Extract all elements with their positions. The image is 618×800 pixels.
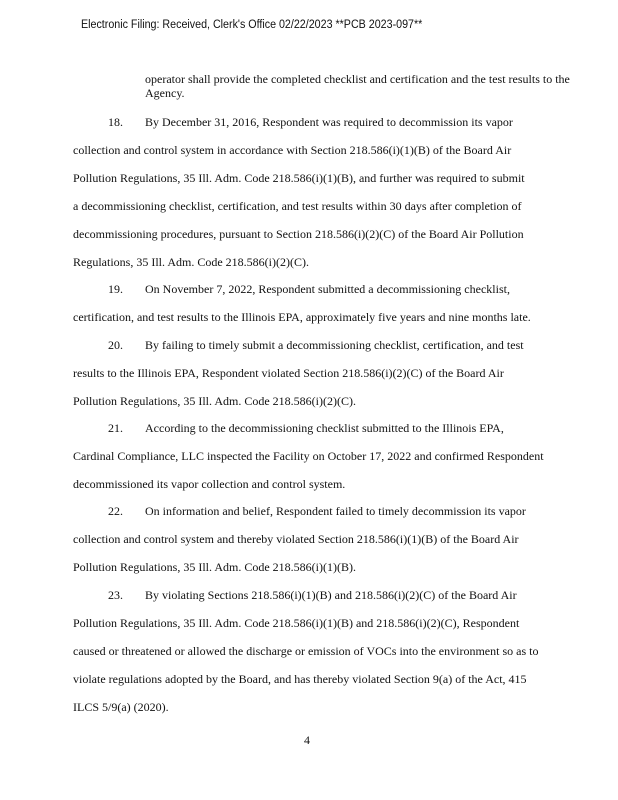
paragraph-line: Pollution Regulations, 35 Ill. Adm. Code 218.586(i)(1)(B), and further was required to submit <box>73 171 525 185</box>
paragraph-line: By failing to timely submit a decommissioning checklist, certification, and test <box>145 338 524 352</box>
paragraph-line: decommissioned its vapor collection and control system. <box>73 477 346 491</box>
paragraph-line: results to the Illinois EPA, Respondent violated Section 218.586(i)(2)(C) of the Board Air <box>73 366 504 380</box>
page-number: 4 <box>304 733 310 747</box>
continued-paragraph: operator shall provide the completed checklist and certification and the test results to the Agency. <box>145 72 570 100</box>
paragraph-line: According to the decommissioning checklist submitted to the Illinois EPA, <box>145 421 504 435</box>
filing-stamp-header: Electronic Filing: Received, Clerk's Office 02/22/2023 **PCB 2023-097** <box>81 19 423 31</box>
paragraph-line: On information and belief, Respondent failed to timely decommission its vapor <box>145 504 526 518</box>
paragraph-line: ILCS 5/9(a) (2020). <box>73 700 169 714</box>
paragraph-line: violate regulations adopted by the Board, and has thereby violated Section 9(a) of the Act, 415 <box>73 672 527 686</box>
paragraph-number: 20. <box>108 338 123 352</box>
paragraph-line: certification, and test results to the Illinois EPA, approximately five years and nine months late. <box>73 310 531 324</box>
paragraph-line: Regulations, 35 Ill. Adm. Code 218.586(i)(2)(C). <box>73 255 309 269</box>
paragraph-line: Pollution Regulations, 35 Ill. Adm. Code 218.586(i)(1)(B). <box>73 560 356 574</box>
paragraph-line: Pollution Regulations, 35 Ill. Adm. Code 218.586(i)(2)(C). <box>73 394 356 408</box>
paragraph-line: Pollution Regulations, 35 Ill. Adm. Code 218.586(i)(1)(B) and 218.586(i)(2)(C), Respondent <box>73 616 520 630</box>
paragraph-number: 22. <box>108 504 123 518</box>
paragraph-number: 19. <box>108 282 123 296</box>
paragraph-line: By December 31, 2016, Respondent was required to decommission its vapor <box>145 115 513 129</box>
paragraph-line: caused or threatened or allowed the discharge or emission of VOCs into the environment so as to <box>73 644 539 658</box>
paragraph-line: collection and control system and thereby violated Section 218.586(i)(1)(B) of the Board Air <box>73 532 519 546</box>
paragraph-number: 18. <box>108 115 123 129</box>
paragraph-number: 21. <box>108 421 123 435</box>
paragraph-line: collection and control system in accordance with Section 218.586(i)(1)(B) of the Board Air <box>73 143 512 157</box>
paragraph-line: decommissioning procedures, pursuant to Section 218.586(i)(2)(C) of the Board Air Pollution <box>73 227 524 241</box>
paragraph-number: 23. <box>108 588 123 602</box>
paragraph-line: Cardinal Compliance, LLC inspected the Facility on October 17, 2022 and confirmed Respondent <box>73 449 544 463</box>
paragraph-line: By violating Sections 218.586(i)(1)(B) and 218.586(i)(2)(C) of the Board Air <box>145 588 517 602</box>
paragraph-line: On November 7, 2022, Respondent submitted a decommissioning checklist, <box>145 282 510 296</box>
paragraph-line: a decommissioning checklist, certification, and test results within 30 days after completion of <box>73 199 522 213</box>
